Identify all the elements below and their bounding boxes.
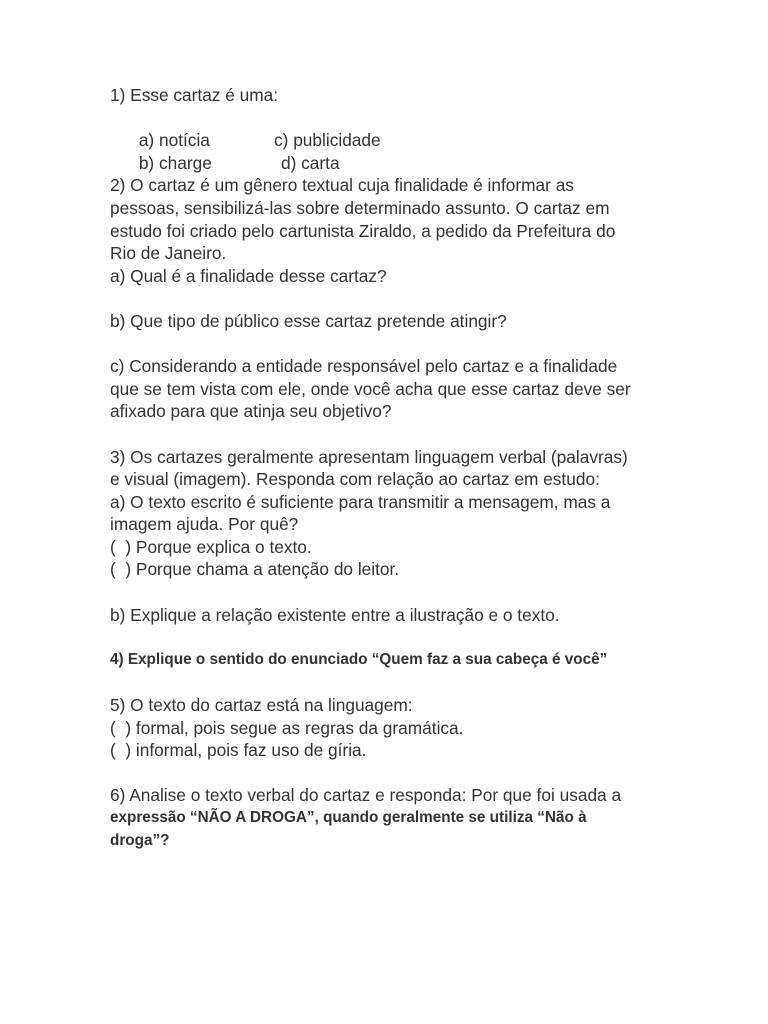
q4-text: 4) Explique o sentido do enunciado “Quem faz a sua cabeça é você”	[110, 650, 608, 668]
q2-line-3: estudo foi criado pelo cartunista Ziraldo, a pedido da Prefeitura do	[110, 220, 616, 241]
q1-option-d: d) carta	[281, 152, 340, 173]
q3-line-2: e visual (imagem). Responda com relação ao cartaz em estudo:	[110, 469, 600, 490]
q1-option-b: b) charge	[138, 152, 212, 173]
q6-line-1: 6) Analise o texto verbal do cartaz e responda: Por que foi usada a	[110, 785, 622, 806]
q1-title: 1) Esse cartaz é uma:	[110, 85, 279, 105]
q3-item-b: b) Explique a relação existente entre a ilustração e o texto.	[110, 604, 560, 625]
q6-line-2: expressão “NÃO A DROGA”, quando geralmente se utiliza “Não à	[110, 809, 587, 826]
q5-title: 5) O texto do cartaz está na linguagem:	[110, 695, 413, 716]
q3-option-1: ( ) Porque explica o texto.	[110, 536, 312, 557]
worksheet-text	[110, 84, 710, 852]
q1-option-c: c) publicidade	[274, 130, 381, 151]
q1-row-bd	[110, 129, 710, 173]
q2-item-c-line-3: afixado para que atinja seu objetivo?	[110, 401, 392, 422]
q3-line-1: 3) Os cartazes geralmente apresentam linguagem verbal (palavras)	[110, 446, 628, 467]
q2-item-a: a) Qual é a finalidade desse cartaz?	[110, 265, 387, 286]
q3-option-2: ( ) Porque chama a atenção do leitor.	[110, 559, 400, 580]
q5-option-1: ( ) formal, pois segue as regras da gramática.	[110, 717, 464, 738]
q5-option-2: ( ) informal, pois faz uso de gíria.	[110, 740, 367, 761]
q1-row-ac	[110, 107, 710, 151]
q2-item-b: b) Que tipo de público esse cartaz pretende atingir?	[110, 310, 507, 331]
q2-item-c-line-1: c) Considerando a entidade responsável pelo cartaz e a finalidade	[110, 356, 618, 377]
q1-option-a: a) notícia	[138, 130, 210, 151]
q2-line-4: Rio de Janeiro.	[110, 243, 227, 264]
q3-line-3: a) O texto escrito é suficiente para transmitir a mensagem, mas a	[110, 491, 611, 512]
q2-item-c-line-2: que se tem vista com ele, onde você acha que esse cartaz deve ser	[110, 378, 631, 399]
q3-line-4: imagem ajuda. Por quê?	[110, 514, 299, 535]
q2-line-2: pessoas, sensibilizá-las sobre determinado assunto. O cartaz em	[110, 197, 610, 218]
q2-line-1: 2) O cartaz é um gênero textual cuja finalidade é informar as	[110, 175, 574, 196]
q6-line-3: droga”?	[110, 831, 170, 849]
